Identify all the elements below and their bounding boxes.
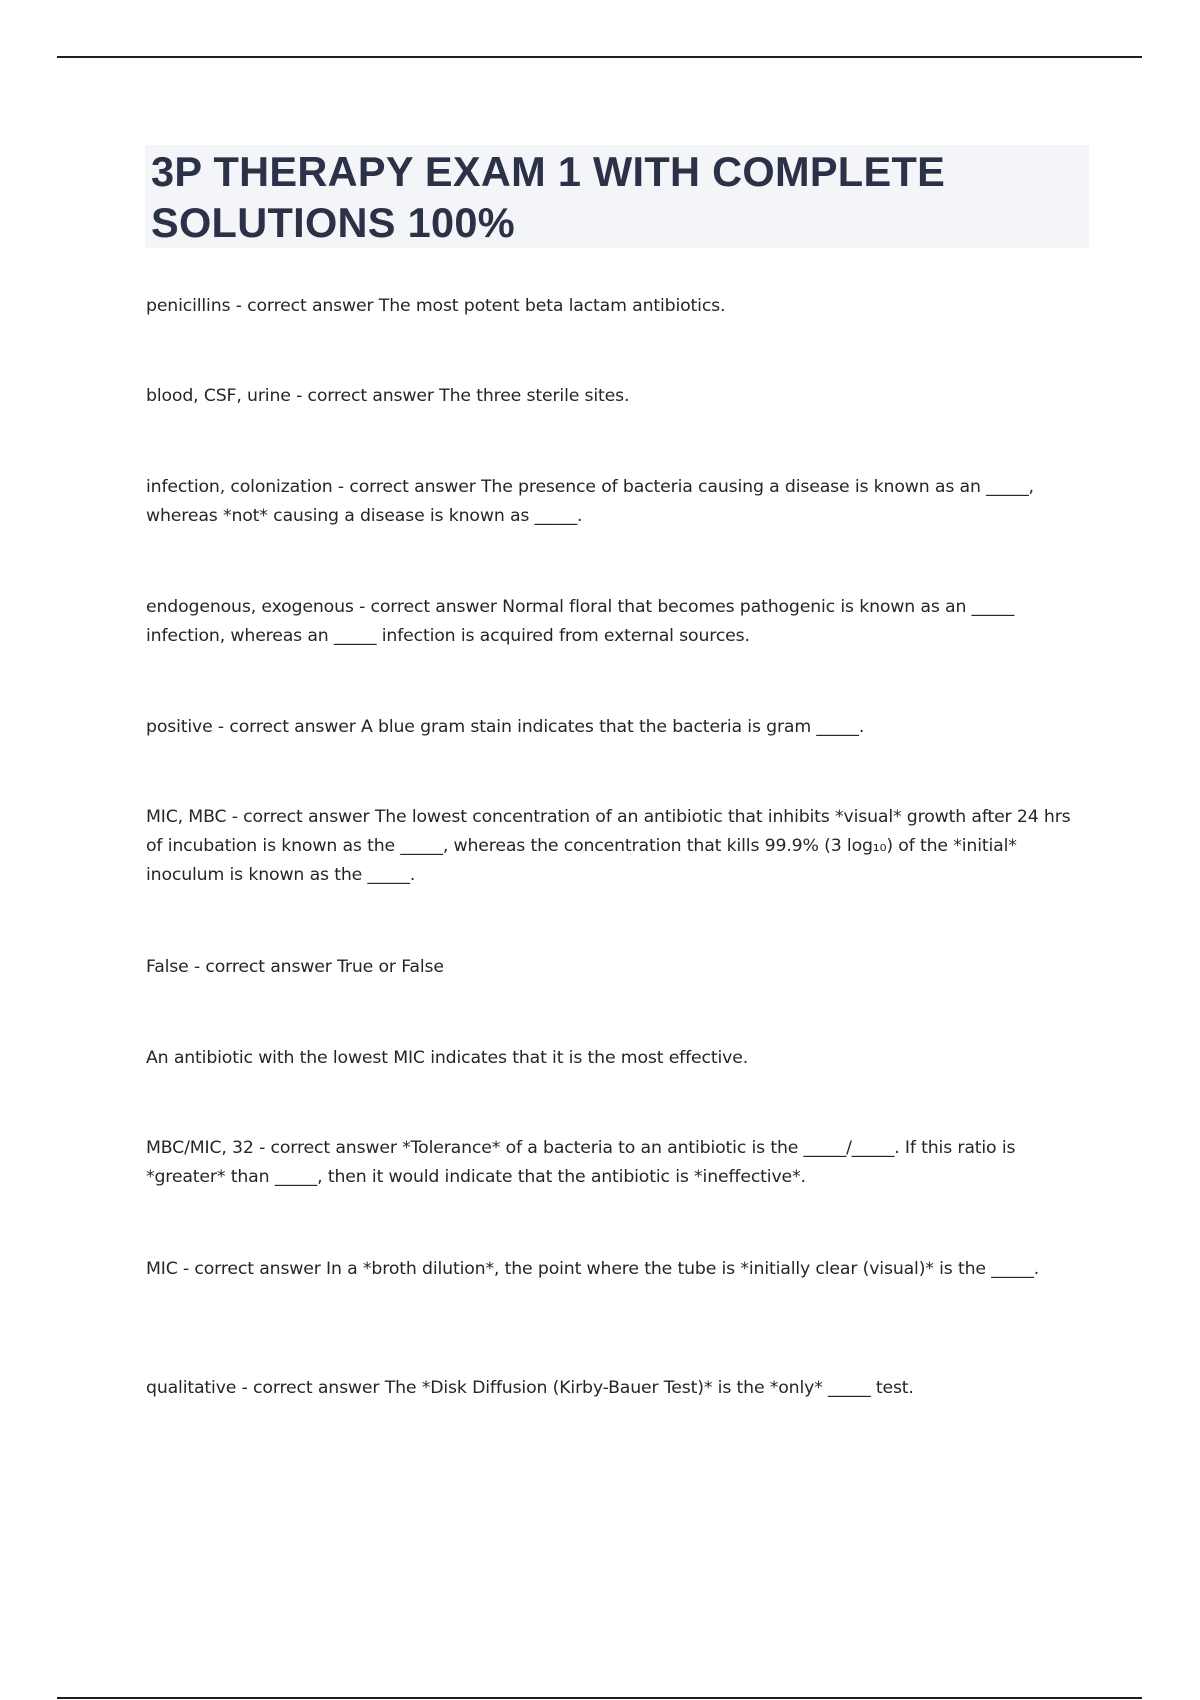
qa-item: penicillins - correct answer The most potent beta lactam antibiotics.: [146, 296, 726, 316]
qa-item: False - correct answer True or False: [146, 957, 444, 977]
qa-item: MIC, MBC - correct answer The lowest concentration of an antibiotic that inhibits *visual* growth after 24 hrs of incubation is known as the _____, whereas the concentration that kills 99.9% (3 log₁₀) of the *initial* inoculum is known as the _____.: [146, 807, 1071, 885]
qa-item: endogenous, exogenous - correct answer Normal floral that becomes pathogenic is known as an _____ infection, whereas an _____ infection is acquired from external sources.: [146, 597, 1015, 646]
qa-item: An antibiotic with the lowest MIC indicates that it is the most effective.: [146, 1048, 749, 1068]
qa-item: infection, colonization - correct answer The presence of bacteria causing a disease is known as an _____, whereas *not* causing a disease is known as _____.: [146, 477, 1034, 526]
title-banner: [145, 145, 1089, 248]
qa-item: MIC - correct answer In a *broth dilution*, the point where the tube is *initially clear (visual)* is the _____.: [146, 1259, 1040, 1279]
qa-item: blood, CSF, urine - correct answer The three sterile sites.: [146, 386, 630, 406]
qa-item: positive - correct answer A blue gram stain indicates that the bacteria is gram _____.: [146, 717, 865, 737]
page-title: 3P THERAPY EXAM 1 WITH COMPLETE SOLUTIONS 100%: [151, 148, 946, 246]
qa-item: qualitative - correct answer The *Disk Diffusion (Kirby-Bauer Test)* is the *only* _____ test.: [146, 1378, 914, 1398]
bottom-divider: [57, 1697, 1142, 1699]
top-divider: [57, 56, 1142, 58]
qa-item: MBC/MIC, 32 - correct answer *Tolerance* of a bacteria to an antibiotic is the _____/_____. If this ratio is *greater* than _____, then it would indicate that the antibiotic is *ineffective*.: [146, 1138, 1016, 1187]
